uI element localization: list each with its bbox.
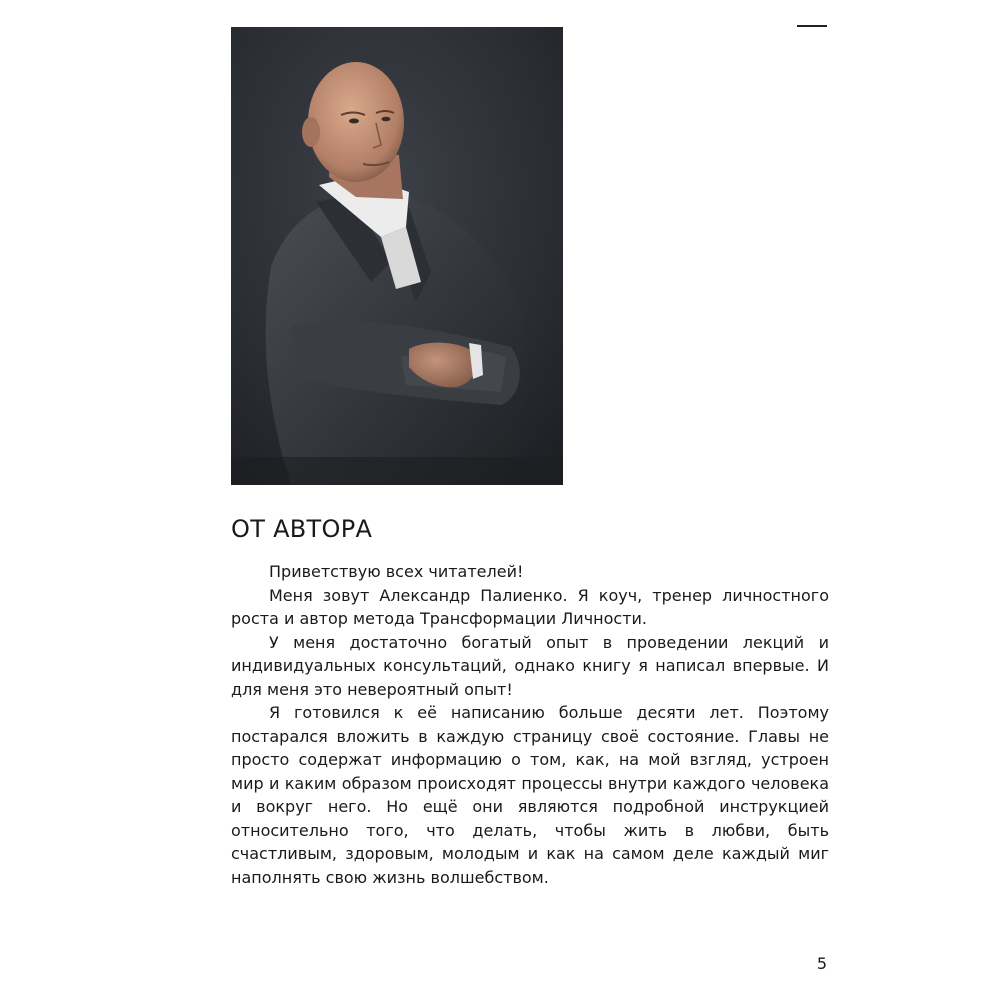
paragraph-introduction: Меня зовут Александр Палиенко. Я коуч, тренер личностного роста и автор метода Трансформации Личности. <box>231 585 829 628</box>
header-rule <box>797 25 827 27</box>
author-portrait-illustration <box>231 27 563 485</box>
body-text <box>231 560 829 889</box>
paragraph-experience: У меня достаточно богатый опыт в проведении лекций и индивидуальных консультаций, однако книгу я написал впервые. И для меня это невероятный опыт! <box>231 632 829 699</box>
section-heading: ОТ АВТОРА <box>231 515 373 543</box>
paragraph-greeting: Приветствую всех читателей! <box>269 562 524 581</box>
author-portrait <box>231 27 563 485</box>
page-number: 5 <box>816 954 828 973</box>
paragraph-purpose: Я готовился к её написанию больше десяти лет. Поэтому постарался вложить в каждую страницу своё состояние. Главы не просто содержат информацию о том, как, на мой взгляд, устроен мир и каким образом происходят процессы внутри каждого человека и вокруг него. Но ещё они являются подробной инструкцией относительно того, что делать, чтобы жить в любви, быть счастливым, здоровым, молодым и как на самом деле каждый миг наполнять свою жизнь волшебством. <box>231 703 829 887</box>
